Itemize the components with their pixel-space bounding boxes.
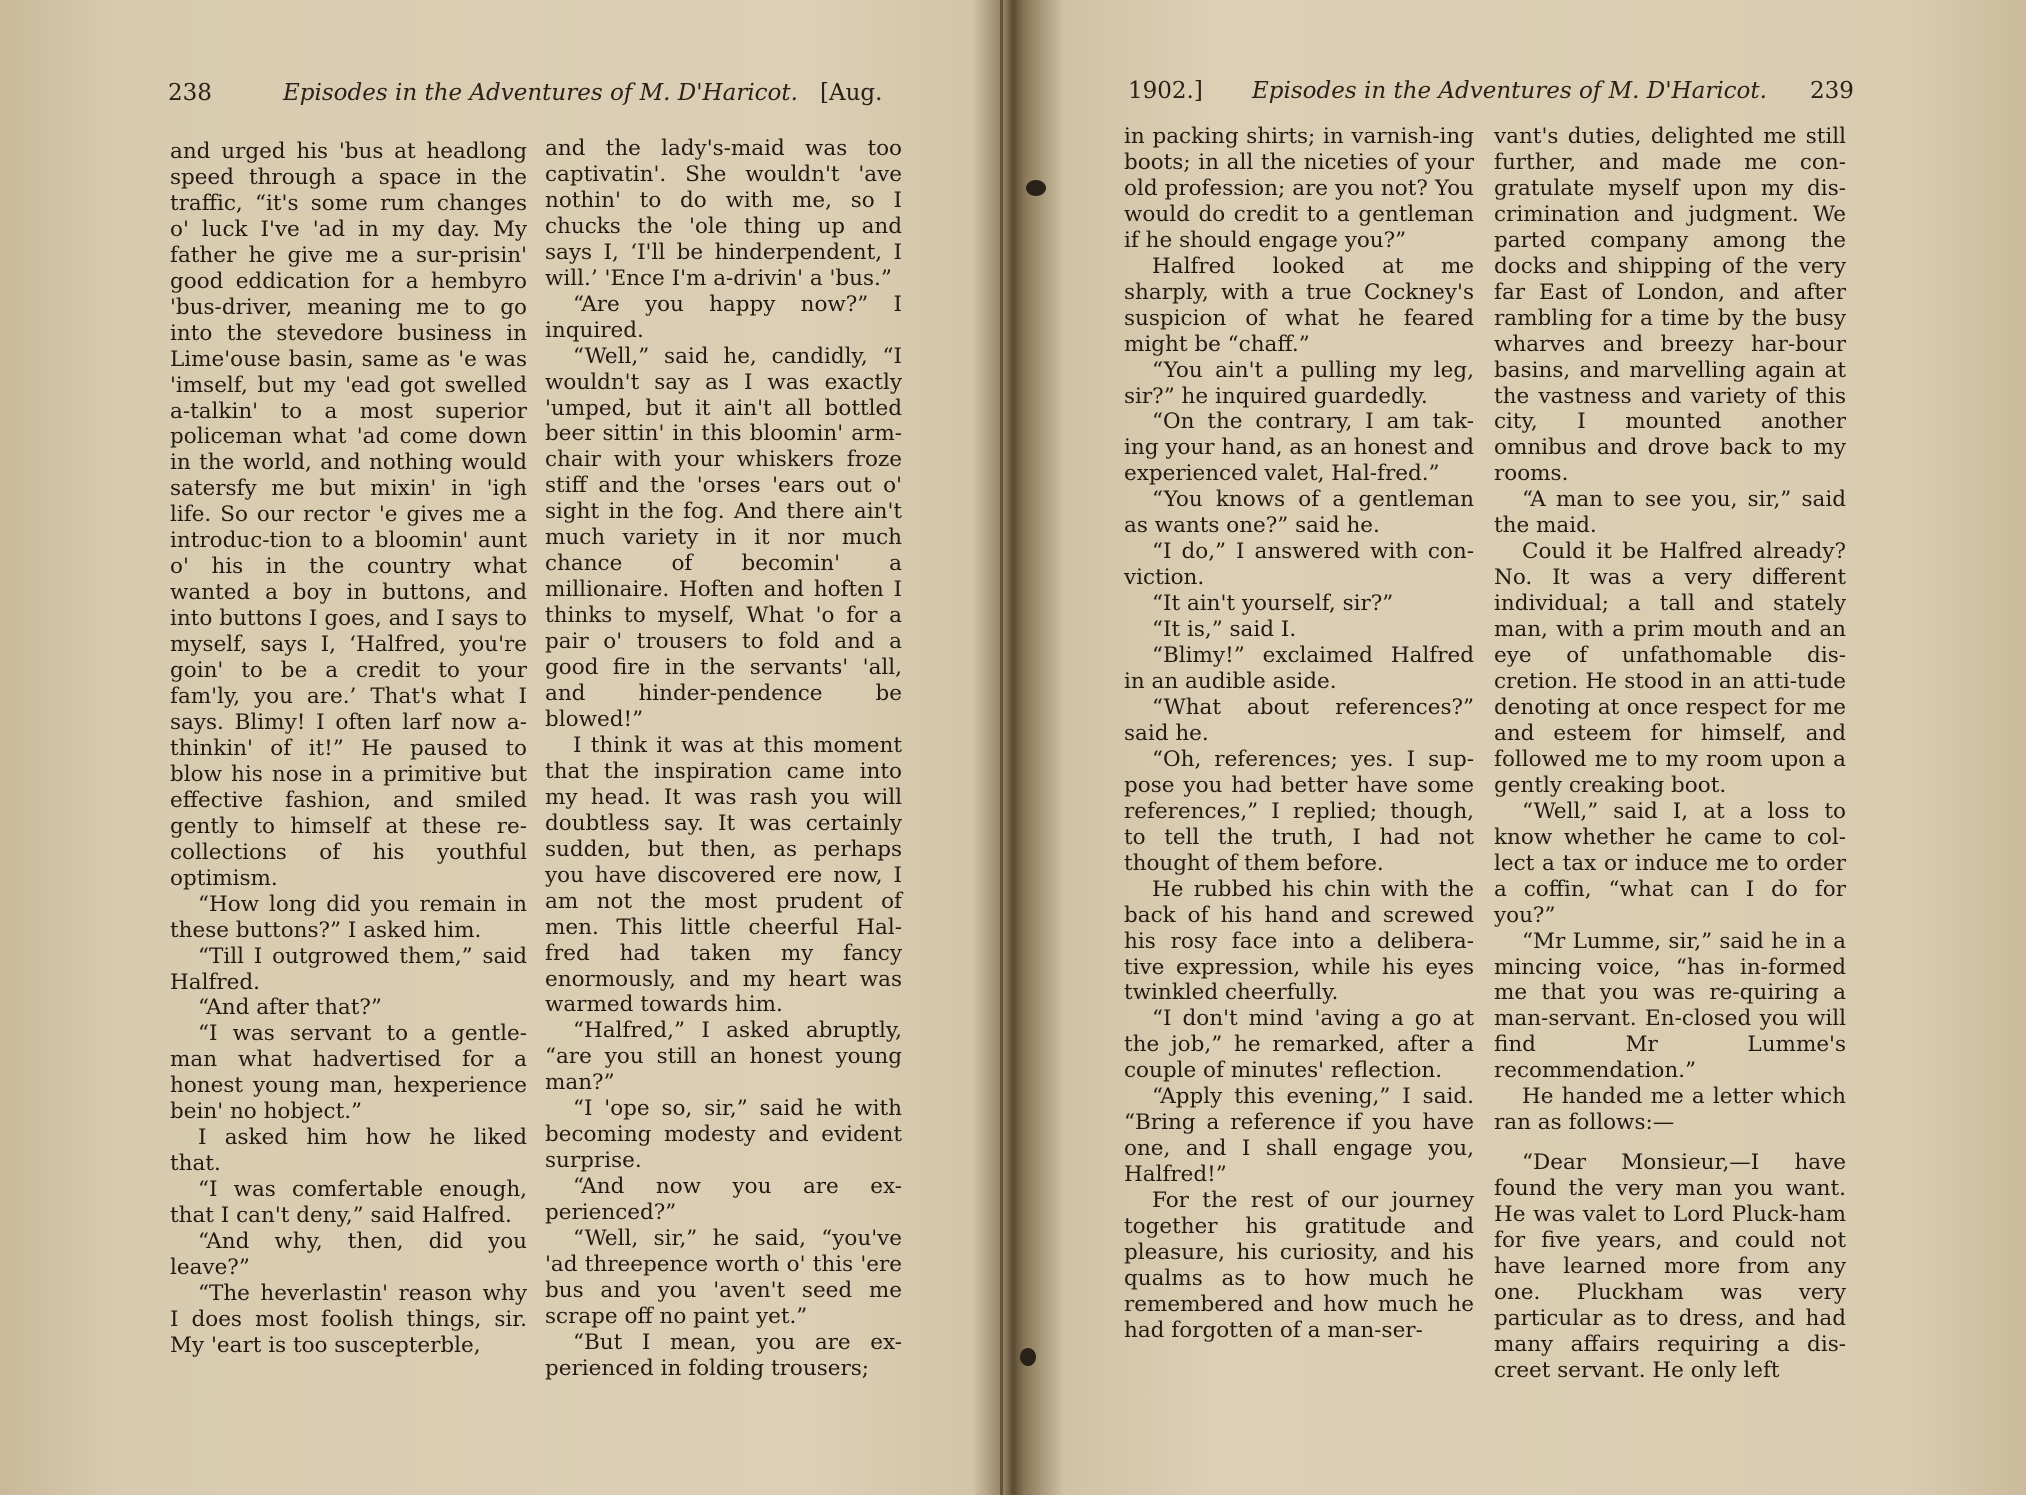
paragraph: I asked him how he liked that. bbox=[170, 1125, 527, 1177]
page-number: 238 bbox=[168, 80, 212, 106]
date-tag: 1902.] bbox=[1128, 78, 1203, 104]
paragraph: I think it was at this moment that the inspiration came into my head. It was rash you will doubtless say. It was certainly sudden, but then, as perhaps you have discovered ere now, I am not the most prudent of men. This little cheerful Hal-fred had taken my fancy enormously, and my heart was warmed towards him. bbox=[545, 732, 902, 1018]
text-column-2 bbox=[1494, 124, 1846, 1384]
paragraph: “Are you happy now?” I inquired. bbox=[545, 291, 902, 343]
paragraph: “What about references?” said he. bbox=[1124, 694, 1474, 746]
paragraph: “Mr Lumme, sir,” said he in a mincing voice, “has in-formed me that you was re-quiring a man-servant. En-closed you will find Mr Lumme's recommendation.” bbox=[1494, 928, 1846, 1084]
page-number: 239 bbox=[1810, 78, 1854, 104]
paragraph: Could it be Halfred already? No. It was a very different individual; a tall and stately man, with a prim mouth and an eye of unfathomable dis-cretion. He stood in an atti-tude denoting at once respect for me and esteem for himself, and followed me to my room upon a gently creaking boot. bbox=[1494, 539, 1846, 798]
right-page bbox=[1000, 0, 2026, 1495]
paragraph: vant's duties, delighted me still further, and made me con-gratulate myself upon my dis-crimination and judgment. We parted company among the docks and shipping of the very far East of London, and after rambling for a time by the busy wharves and breezy har-bour basins, and marvelling again at the vastness and variety of this city, I mounted another omnibus and drove back to my rooms. bbox=[1494, 124, 1846, 487]
paragraph: “But I mean, you are ex-perienced in folding trousers; bbox=[545, 1329, 902, 1381]
paragraph: He handed me a letter which ran as follows:— bbox=[1494, 1084, 1846, 1136]
text-column-1 bbox=[1124, 124, 1474, 1344]
right-page-header bbox=[1000, 78, 2026, 120]
paragraph: in packing shirts; in varnish-ing boots; in all the niceties of your old profession; are you not? You would do credit to a gentleman if he should engage you?” bbox=[1124, 124, 1474, 253]
paragraph: “Oh, references; yes. I sup-pose you had better have some references,” I replied; though, to tell the truth, I had not thought of them before. bbox=[1124, 746, 1474, 876]
paragraph: “I do,” I answered with con-viction. bbox=[1124, 539, 1474, 591]
paragraph: Halfred looked at me sharply, with a true Cockney's suspicion of what he feared might be “chaff.” bbox=[1124, 253, 1474, 357]
paragraph: “Well,” said he, candidly, “I wouldn't say as I was exactly 'umped, but it ain't all bottled beer sittin' in this bloomin' arm-chair with your whiskers froze stiff and the 'orses 'ears out o' sight in the fog. And there ain't much variety in it nor much chance of becomin' a millionaire. Hoften and hoften I thinks to myself, What 'o for a pair o' trousers to fold and a good fire in the servants' 'all, and hinder-pendence be blowed!” bbox=[545, 343, 902, 732]
paragraph: “Halfred,” I asked abruptly, “are you still an honest young man?” bbox=[545, 1018, 902, 1096]
paragraph: “On the contrary, I am tak-ing your hand, as an honest and experienced valet, Hal-fred.” bbox=[1124, 409, 1474, 487]
paragraph: and urged his 'bus at headlong speed through a space in the traffic, “it's some rum changes o' luck I've 'ad in my day. My father he give me a sur-prisin' good eddication for a hembyro 'bus-driver, meaning me to go into the stevedore business in Lime'ouse basin, same as 'e was 'imself, but my 'ead got swelled a-talkin' to a most superior policeman what 'ad come down in the world, and nothing would satersfy me but mixin' in 'igh life. So our rector 'e gives me a introduc-tion to a bloomin' aunt o' his in the country what wanted a boy in buttons, and into buttons I goes, and I says to myself, says I, ‘Halfred, you're goin' to be a credit to your fam'ly, you are.’ That's what I says. Blimy! I often larf now a-thinkin' of it!” He paused to blow his nose in a primitive but effective fashion, and smiled gently to himself at these re-collections of his youthful optimism. bbox=[170, 139, 527, 891]
paragraph: “I 'ope so, sir,” said he with becoming modesty and evident surprise. bbox=[545, 1096, 902, 1174]
paragraph: “And why, then, did you leave?” bbox=[170, 1229, 527, 1280]
running-title: Episodes in the Adventures of M. D'Haricot. bbox=[1252, 78, 1767, 104]
paragraph: “Well, sir,” he said, “you've 'ad threepence worth o' this 'ere bus and you 'aven't seed me scrape off no paint yet.” bbox=[545, 1226, 902, 1329]
paragraph: “It ain't yourself, sir?” bbox=[1152, 591, 1394, 617]
paragraph: “The heverlastin' reason why I does most foolish things, sir. My 'eart is too suscepterble, bbox=[170, 1280, 527, 1358]
letter-paragraph: “Dear Monsieur,—I have found the very man you want. He was valet to Lord Pluck-ham for five years, and could not have learned more from any one. Pluckham was very particular as to dress, and had many affairs requiring a dis-creet servant. He only left bbox=[1494, 1150, 1846, 1383]
paragraph: For the rest of our journey together his gratitude and pleasure, his curiosity, and his qualms as to how much he remembered and how much he had forgotten of a man-ser- bbox=[1124, 1188, 1474, 1343]
paragraph: “A man to see you, sir,” said the maid. bbox=[1494, 487, 1846, 539]
text-column-2 bbox=[545, 136, 902, 1382]
running-title: Episodes in the Adventures of M. D'Haricot. bbox=[283, 80, 798, 106]
paragraph: He rubbed his chin with the back of his hand and screwed his rosy face into a delibera-tive expression, while his eyes twinkled cheerfully. bbox=[1124, 876, 1474, 1006]
paragraph: “It is,” said I. bbox=[1152, 617, 1297, 643]
paragraph: “I was comfertable enough, that I can't deny,” said Halfred. bbox=[170, 1177, 527, 1229]
paragraph: “I was servant to a gentle-man what hadvertised for a honest young man, hexperience bein' no hobject.” bbox=[170, 1021, 527, 1125]
paragraph: “And now you are ex-perienced?” bbox=[545, 1174, 902, 1226]
paragraph: “Blimy!” exclaimed Halfred in an audible aside. bbox=[1124, 643, 1474, 695]
paragraph: and the lady's-maid was too captivatin'. She wouldn't 'ave nothin' to do with me, so I chucks the 'ole thing up and says I, ‘I'll be hinderpendent, I will.’ 'Ence I'm a-drivin' a 'bus.” bbox=[545, 136, 902, 291]
paragraph: “Well,” said I, at a loss to know whether he came to col-lect a tax or induce me to order a coffin, “what can I do for you?” bbox=[1494, 798, 1846, 928]
left-page-header bbox=[0, 80, 995, 122]
paragraph: “You knows of a gentleman as wants one?” said he. bbox=[1124, 487, 1474, 539]
paragraph: “Till I outgrowed them,” said Halfred. bbox=[170, 943, 527, 995]
date-tag: [Aug. bbox=[820, 80, 883, 106]
left-page bbox=[0, 0, 995, 1495]
paragraph: “I don't mind 'aving a go at the job,” he remarked, after a couple of minutes' reflection. bbox=[1124, 1006, 1474, 1084]
paragraph: “And after that?” bbox=[198, 995, 382, 1021]
paragraph: “You ain't a pulling my leg, sir?” he inquired guardedly. bbox=[1124, 357, 1474, 409]
paragraph: “Apply this evening,” I said. “Bring a reference if you have one, and I shall engage you, Halfred!” bbox=[1124, 1084, 1474, 1188]
paragraph: “How long did you remain in these buttons?” I asked him. bbox=[170, 891, 527, 943]
text-column-1 bbox=[170, 139, 527, 1359]
